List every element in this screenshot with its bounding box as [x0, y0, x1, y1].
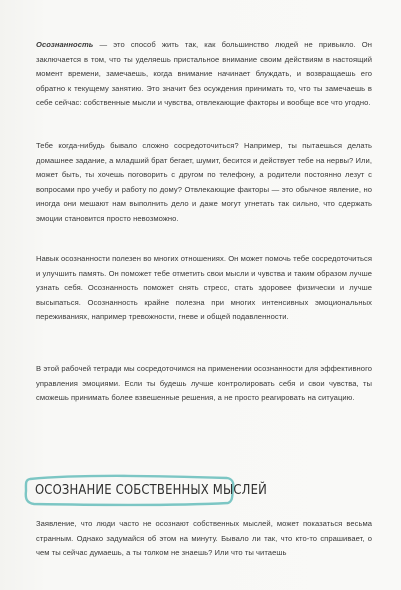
paragraph-benefits: Навык осознанности полезен во многих отношениях. Он может помочь тебе сосредоточиться и улучшить память. Он поможет тебе отметить свои мысли и чувства и таким образом лучше узнать себя. Осознанность поможет снять стресс, стать здоровее физически и лучше высыпаться. Осознанность крайне полезна при многих интенсивных эмоциональных переживаниях, например тревожности, гневе и общей подавленности. [36, 254, 372, 322]
section-heading-box [22, 470, 267, 512]
term-mindfulness: Осознанность [36, 40, 94, 49]
paragraph-definition-text: — это способ жить так, как большинство людей не привыкло. Он заключается в том, что ты уделяешь пристальное внимание своим действиям в настоящий момент времени, замечаешь, когда внимание начинает блуждать, и возвращаешь его обратно к текущему занятию. Это значит без осуждения принимать то, что ты замечаешь в себе сейчас: собственные мысли и чувства, отвлекающие факторы и вообще все что угодно. [36, 40, 372, 108]
paragraph-awareness-of-thoughts: Заявление, что люди часто не осознают собственных мыслей, может показаться весьма странным. Однако задумайся об этом на минуту. Бывало ли так, что кто-то спрашивает, о чем ты сейчас думаешь, а ты толком не знаешь? Или что ты читаешь [36, 519, 372, 558]
paragraph-definition [36, 38, 372, 111]
paragraph-concentration: Тебе когда-нибудь бывало сложно сосредоточиться? Например, ты пытаешься делать домашнее задание, а младший брат бегает, шумит, бесится и действует тебе на нервы? Или, может быть, ты хочешь поговорить с другом по телефону, а родители постоянно лезут с вопросами про учебу и работу по дому? Отвлекающие факторы — это обычное явление, но иногда они мешают нам выполнить дело и даже могут угнетать так сильно, что сдержать эмоции становится просто невозможно. [36, 141, 372, 223]
paragraph-workbook-focus: В этой рабочей тетради мы сосредоточимся на применении осознанности для эффективного управления эмоциями. Если ты будешь лучше контролировать себя и свои чувства, ты сможешь принимать более взвешенные решения, а не просто реагировать на ситуацию. [36, 364, 372, 403]
section-heading: ОСОЗНАНИЕ СОБСТВЕННЫХ МЫСЛЕЙ [35, 482, 267, 498]
